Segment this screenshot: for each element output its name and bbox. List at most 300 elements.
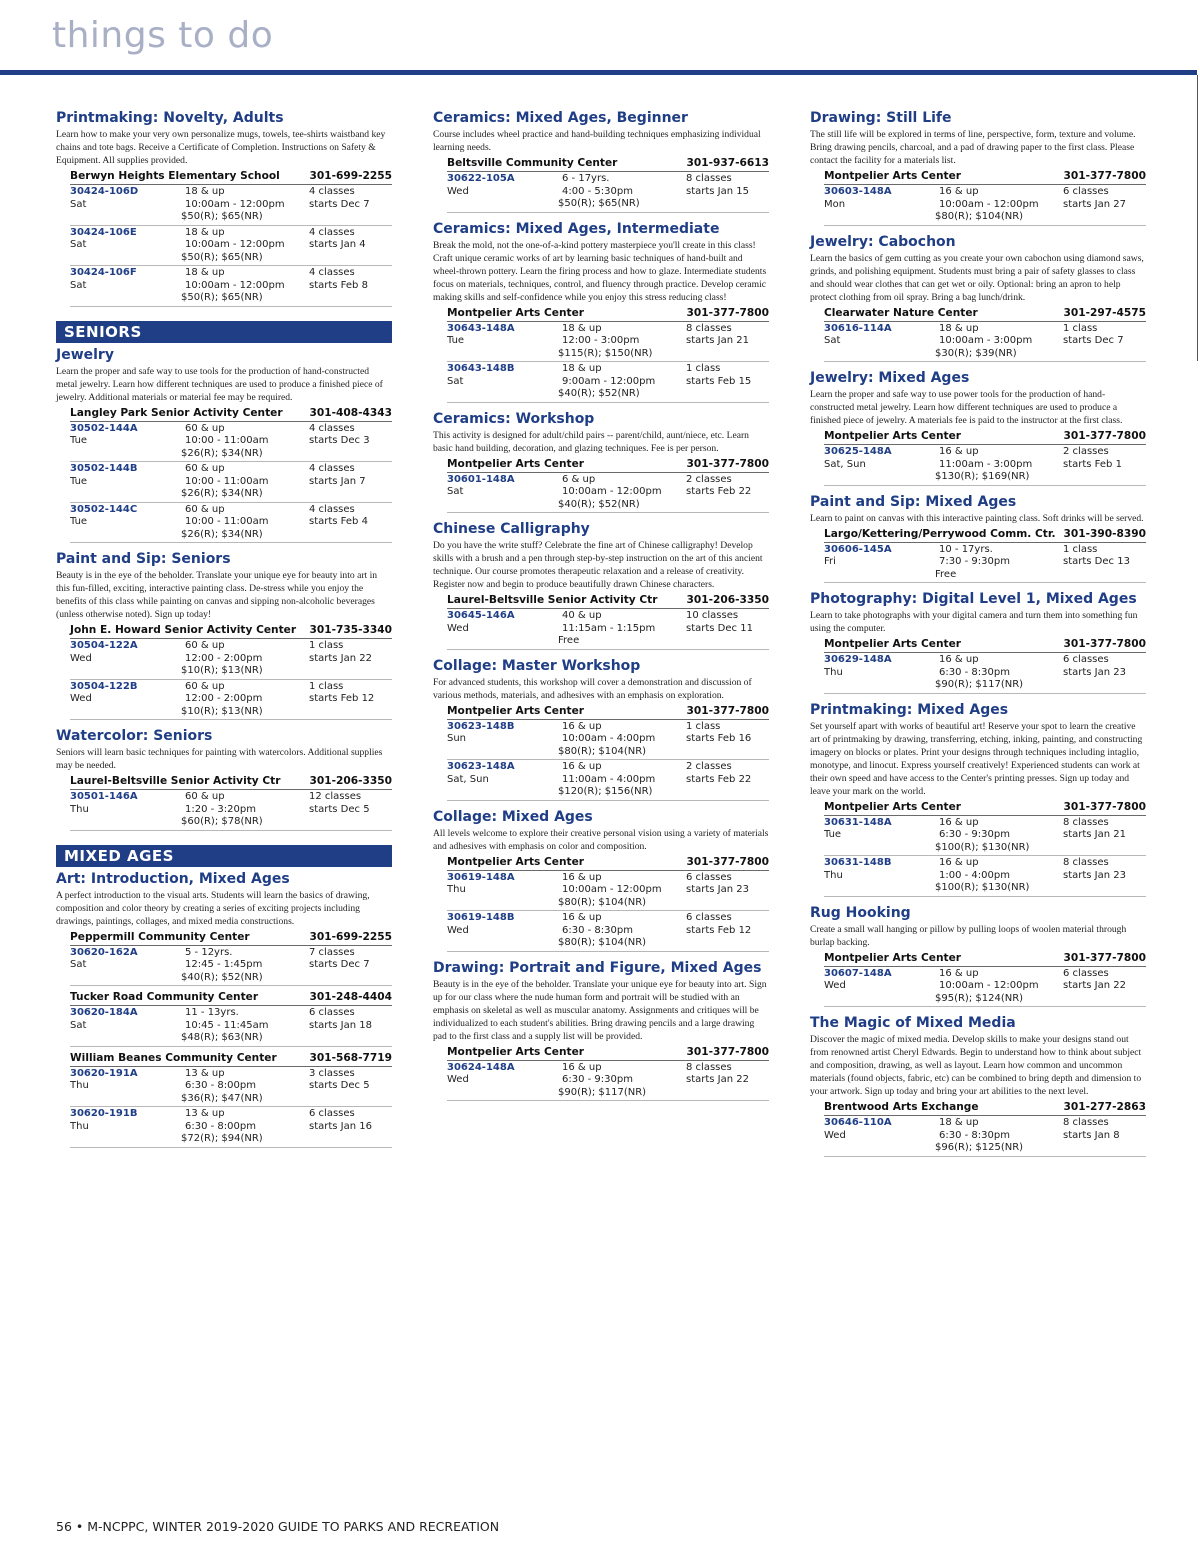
course-code: 30616-114A	[824, 322, 892, 334]
schedule	[447, 157, 769, 213]
session-row	[447, 362, 769, 403]
facility-group	[447, 307, 769, 403]
facility-group	[70, 407, 392, 544]
facility-name: Tucker Road Community Center	[70, 991, 259, 1003]
session-start: starts Dec 5	[309, 1080, 370, 1091]
session-age: 16 & up	[562, 720, 602, 732]
course-code: 30631-148B	[824, 857, 892, 868]
session-day: Tue	[70, 516, 88, 527]
session-age: 16 & up	[562, 761, 602, 772]
course-title: Paint and Sip: Mixed Ages	[810, 493, 1017, 510]
session-spacer	[447, 198, 562, 211]
course-code: 30424-106D	[70, 186, 139, 197]
facility-phone: 301-377-7800	[1063, 800, 1146, 813]
session-age: 16 & up	[939, 446, 979, 457]
session-start: starts Jan 27	[1063, 198, 1126, 210]
session-count: 12 classes	[309, 791, 362, 802]
session-count: 7 classes	[309, 946, 355, 958]
session-spacer	[70, 252, 185, 265]
schedule	[824, 952, 1146, 1008]
facility-row	[70, 624, 392, 639]
session-time: 12:00 - 2:00pm	[185, 652, 263, 664]
session-spacer	[70, 488, 185, 501]
session-day: Sat	[447, 486, 464, 497]
session-row	[70, 639, 392, 680]
session-day: Wed	[447, 622, 469, 634]
schedule	[70, 624, 392, 720]
session-spacer	[824, 569, 939, 582]
session-count: 1 class	[1063, 543, 1098, 555]
course-code: 30607-148A	[824, 967, 892, 979]
session-count: 2 classes	[1063, 446, 1109, 457]
schedule	[70, 775, 392, 831]
session-spacer	[70, 665, 185, 678]
facility-group	[824, 638, 1146, 694]
session-fee: $80(R); $104(NR)	[935, 211, 1024, 222]
session-count: 4 classes	[309, 267, 355, 278]
facility-row	[447, 1046, 769, 1061]
session-day: Wed	[447, 924, 469, 936]
facility-row	[447, 705, 769, 720]
facility-phone: 301-377-7800	[686, 704, 769, 717]
session-time: 10:00am - 12:00pm	[562, 486, 662, 497]
session-day: Tue	[824, 829, 842, 840]
course-listing	[433, 960, 769, 1102]
session-day: Sun	[447, 733, 467, 744]
session-spacer	[824, 211, 939, 224]
session-start: starts Dec 13	[1063, 556, 1130, 567]
section-header: SENIORS	[56, 321, 392, 343]
facility-row	[447, 307, 769, 322]
course-code: 30646-110A	[824, 1117, 892, 1128]
course-code: 30631-148A	[824, 816, 892, 828]
session-spacer	[70, 972, 185, 985]
facility-group	[824, 307, 1146, 363]
session-start: starts Jan 22	[686, 1074, 749, 1085]
session-start: starts Jan 23	[1063, 666, 1126, 678]
session-spacer	[447, 1087, 562, 1100]
schedule	[447, 705, 769, 801]
facility-group	[70, 170, 392, 307]
page-footer: 56 • M-NCPPC, WINTER 2019-2020 GUIDE TO PARKS AND RECREATION	[56, 1519, 500, 1534]
session-time: 11:15am - 1:15pm	[562, 622, 656, 634]
session-time: 6:30 - 8:30pm	[939, 666, 1010, 678]
course-listing	[433, 110, 769, 213]
session-time: 4:00 - 5:30pm	[562, 185, 633, 197]
session-day: Sat	[70, 279, 87, 291]
session-fee: $50(R); $65(NR)	[558, 198, 640, 209]
session-day: Thu	[824, 869, 843, 881]
session-fee: $100(R); $130(NR)	[935, 882, 1030, 893]
column-2	[433, 110, 769, 1109]
session-fee: $50(R); $65(NR)	[181, 292, 263, 303]
session-start: starts Jan 15	[686, 185, 749, 197]
session-spacer	[70, 1093, 185, 1106]
session-row	[70, 680, 392, 721]
session-spacer	[447, 897, 562, 910]
session-count: 6 classes	[686, 871, 732, 883]
session-spacer	[447, 937, 562, 950]
session-count: 8 classes	[686, 173, 732, 184]
facility-phone: 301-408-4343	[309, 406, 392, 419]
session-time: 6:30 - 9:30pm	[939, 829, 1010, 840]
course-title: Photography: Digital Level 1, Mixed Ages	[810, 591, 1137, 607]
facility-name: Montpelier Arts Center	[824, 170, 962, 182]
facility-group	[70, 775, 392, 831]
session-time: 10:00am - 12:00pm	[939, 980, 1039, 991]
session-start: starts Feb 12	[309, 693, 375, 704]
course-description: Learn to take photographs with your digital camera and turn them into something fun using the computer.	[810, 610, 1138, 634]
course-description: A perfect introduction to the visual arts. Students will learn the basics of drawing, composition and color theory by creating a series of exciting projects including drawings, paintings, collages, and mixed media constructions.	[56, 889, 370, 927]
facility-phone: 301-568-7719	[309, 1051, 392, 1064]
course-code: 30622-105A	[447, 173, 515, 184]
session-fee: $48(R); $63(NR)	[181, 1032, 263, 1043]
session-fee: $26(R); $34(NR)	[181, 528, 263, 540]
session-day: Sat	[70, 1019, 87, 1031]
session-fee: $80(R); $104(NR)	[558, 896, 647, 908]
session-count: 4 classes	[309, 422, 355, 434]
facility-group	[447, 458, 769, 514]
course-code: 30623-148B	[447, 720, 515, 732]
session-start: starts Feb 1	[1063, 458, 1122, 470]
session-start: starts Feb 22	[686, 486, 752, 497]
course-listing	[433, 809, 769, 952]
course-title: Jewelry	[56, 346, 114, 363]
session-row	[70, 790, 392, 831]
session-row	[447, 871, 769, 912]
course-listing	[810, 370, 1146, 486]
course-title: Jewelry: Mixed Ages	[810, 370, 970, 386]
session-age: 16 & up	[562, 912, 602, 923]
facility-group	[824, 430, 1146, 486]
session-fee: $95(R); $124(NR)	[935, 992, 1024, 1004]
facility-name: Beltsville Community Center	[447, 157, 618, 169]
course-title: Drawing: Still Life	[810, 110, 952, 126]
session-row	[824, 322, 1146, 363]
facility-group	[824, 528, 1146, 584]
facility-name: Berwyn Heights Elementary School	[70, 170, 280, 182]
schedule	[447, 1046, 769, 1102]
course-description: For advanced students, this workshop will cover a demonstration and discussion of various methods, materials, and adhesives with an emphasis on exploration.	[433, 676, 752, 701]
facility-row	[70, 1052, 392, 1067]
session-row	[70, 226, 392, 267]
session-row	[824, 543, 1146, 584]
session-row	[447, 473, 769, 514]
session-start: starts Jan 7	[309, 475, 366, 487]
session-row	[70, 503, 392, 544]
course-title: Ceramics: Workshop	[433, 410, 595, 427]
session-time: 6:30 - 8:00pm	[185, 1080, 256, 1091]
session-fee: $10(R); $13(NR)	[181, 665, 263, 676]
facility-name: Montpelier Arts Center	[447, 855, 585, 868]
course-code: 30623-148A	[447, 761, 515, 772]
session-fee: Free	[935, 568, 957, 580]
course-code: 30625-148A	[824, 446, 892, 457]
session-fee: $30(R); $39(NR)	[935, 347, 1017, 359]
session-time: 6:30 - 8:00pm	[185, 1120, 256, 1132]
session-age: 6 & up	[562, 473, 596, 485]
facility-row	[447, 157, 769, 172]
course-listing	[810, 905, 1146, 1008]
session-spacer	[70, 816, 185, 829]
session-spacer	[70, 448, 185, 461]
session-time: 10:00 - 11:00am	[185, 435, 269, 446]
session-row	[70, 422, 392, 463]
session-day: Sat	[70, 959, 87, 970]
session-time: 10:00am - 12:00pm	[939, 198, 1039, 210]
session-row	[447, 609, 769, 650]
facility-group	[447, 705, 769, 801]
session-age: 11 - 13yrs.	[185, 1007, 239, 1018]
session-time: 10:00am - 12:00pm	[185, 239, 285, 250]
session-count: 8 classes	[1063, 1117, 1109, 1128]
session-time: 12:45 - 1:45pm	[185, 959, 263, 970]
course-description: Seniors will learn basic techniques for painting with watercolors. Additional supplies may be needed.	[56, 747, 383, 771]
session-fee: $40(R); $52(NR)	[181, 971, 263, 983]
course-description: Beauty is in the eye of the beholder. Translate your unique eye for beauty into art in this fun-filled, exciting, interactive painting class. De-stress while you enjoy the benefits of this class while painting on canvas and sipping non-alcoholic beverages (unless otherwise noted). Sign up today!	[56, 570, 378, 620]
facility-name: Clearwater Nature Center	[824, 306, 978, 319]
schedule	[447, 458, 769, 514]
session-start: starts Jan 21	[1063, 829, 1126, 840]
schedule	[447, 594, 769, 650]
facility-row	[70, 170, 392, 185]
session-spacer	[824, 842, 939, 855]
session-spacer	[824, 882, 939, 895]
course-listing	[810, 591, 1146, 694]
session-time: 11:00am - 4:00pm	[562, 773, 656, 785]
session-spacer	[447, 786, 562, 799]
course-description: Learn the proper and safe way to use tools for the production of hand-constructed metal jewelry. Learn how different techniques are used to produce a finished piece of jewelry. Additional materials or material fee may be required.	[56, 365, 383, 403]
session-start: starts Jan 16	[309, 1120, 372, 1132]
session-time: 12:00 - 2:00pm	[185, 693, 263, 704]
course-title: Printmaking: Mixed Ages	[810, 701, 1009, 718]
facility-row	[824, 430, 1146, 445]
session-start: starts Feb 15	[686, 375, 752, 387]
session-count: 4 classes	[309, 226, 355, 238]
session-start: starts Jan 23	[1063, 869, 1126, 881]
course-description: Set yourself apart with works of beautiful art! Reserve your spot to learn the creative art of printmaking by drawing, transferring, etching, inking, painting, and constructing imagery on blocks or plates. Print your designs through techniques including intaglio, monotype, and linocut. Express yourself creatively! Experienced students can work at their own speed and have access to the Center's printing presses. Sign up today and leave your mark on the world.	[810, 720, 1143, 797]
course-listing	[810, 1015, 1146, 1157]
session-day: Mon	[824, 198, 846, 210]
facility-name: Laurel-Beltsville Senior Activity Ctr	[70, 775, 281, 787]
course-listing	[56, 728, 392, 831]
session-day: Sat, Sun	[447, 773, 489, 785]
course-code: 30502-144B	[70, 463, 138, 474]
session-row	[70, 266, 392, 307]
session-count: 6 classes	[1063, 186, 1109, 197]
session-age: 16 & up	[939, 816, 979, 828]
course-listing	[433, 658, 769, 801]
facility-name: Montpelier Arts Center	[447, 704, 585, 717]
facility-phone: 301-937-6613	[686, 157, 769, 169]
schedule	[824, 801, 1146, 897]
session-start: starts Jan 8	[1063, 1129, 1120, 1141]
session-count: 2 classes	[686, 473, 732, 485]
session-day: Tue	[447, 335, 465, 346]
session-fee: $60(R); $78(NR)	[181, 816, 263, 827]
course-listing	[810, 110, 1146, 226]
facility-phone: 301-699-2255	[309, 930, 392, 943]
facility-phone: 301-377-7800	[1063, 951, 1146, 964]
course-code: 30504-122B	[70, 680, 138, 692]
facility-group	[70, 991, 392, 1047]
facility-name: Montpelier Arts Center	[824, 951, 962, 964]
facility-row	[70, 775, 392, 790]
facility-group	[824, 170, 1146, 226]
session-start: starts Jan 4	[309, 239, 366, 250]
session-time: 12:00 - 3:00pm	[562, 335, 640, 346]
schedule	[824, 307, 1146, 363]
session-fee: $80(R); $104(NR)	[558, 745, 647, 757]
session-spacer	[447, 388, 562, 401]
session-age: 60 & up	[185, 640, 225, 651]
session-row	[824, 1116, 1146, 1157]
session-fee: $120(R); $156(NR)	[558, 786, 653, 797]
facility-name: Montpelier Arts Center	[447, 457, 585, 470]
facility-phone: 301-377-7800	[686, 1045, 769, 1058]
session-row	[70, 1006, 392, 1047]
session-time: 10:00am - 3:00pm	[939, 335, 1033, 346]
session-age: 13 & up	[185, 1067, 225, 1079]
session-day: Fri	[824, 556, 836, 567]
session-age: 60 & up	[185, 503, 225, 515]
session-day: Thu	[70, 803, 89, 815]
session-time: 6:30 - 8:30pm	[939, 1129, 1010, 1141]
course-code: 30643-148A	[447, 322, 515, 334]
course-code: 30620-191A	[70, 1067, 138, 1079]
session-day: Sat	[70, 198, 87, 210]
page-edge-divider	[1197, 75, 1198, 361]
facility-row	[70, 407, 392, 422]
course-code: 30624-148A	[447, 1061, 515, 1073]
session-fee: $50(R); $65(NR)	[181, 211, 263, 222]
session-age: 18 & up	[939, 322, 979, 334]
facility-group	[70, 931, 392, 987]
facility-group	[824, 801, 1146, 897]
course-title: Printmaking: Novelty, Adults	[56, 110, 284, 126]
facility-group	[447, 157, 769, 213]
session-time: 10:00am - 12:00pm	[185, 198, 285, 210]
session-count: 1 class	[1063, 322, 1098, 334]
course-description: Create a small wall hanging or pillow by pulling loops of woolen material through burlap backing.	[810, 923, 1127, 948]
session-count: 8 classes	[1063, 857, 1109, 868]
facility-name: Largo/Kettering/Perrywood Comm. Ctr.	[824, 527, 1056, 540]
session-row	[70, 1067, 392, 1108]
course-description: This activity is designed for adult/child pairs -- parent/child, aunt/niece, etc. Learn basic hand building, decoration, and glazing techniques. Fee is per person.	[433, 429, 749, 454]
facility-row	[824, 307, 1146, 322]
session-day: Tue	[70, 435, 88, 446]
session-day: Wed	[447, 1074, 469, 1085]
course-listing	[56, 551, 392, 720]
course-description: Learn the proper and safe way to use power tools for the production of hand-constructed metal jewelry. Learn how different techniques are used to produce a finished piece of jewelry. A materials fee is paid to the instructor at the first class.	[810, 389, 1123, 426]
facility-name: John E. Howard Senior Activity Center	[70, 624, 297, 636]
session-day: Wed	[447, 185, 469, 197]
facility-name: Montpelier Arts Center	[447, 1045, 585, 1058]
session-age: 18 & up	[562, 322, 602, 334]
facility-name: Brentwood Arts Exchange	[824, 1101, 979, 1113]
facility-phone: 301-377-7800	[1063, 638, 1146, 650]
session-time: 6:30 - 8:30pm	[562, 924, 633, 936]
session-row	[70, 1107, 392, 1148]
facility-row	[824, 1101, 1146, 1116]
session-age: 18 & up	[185, 226, 225, 238]
session-start: starts Feb 16	[686, 733, 752, 744]
session-age: 60 & up	[185, 791, 225, 802]
session-time: 10:00am - 12:00pm	[185, 279, 285, 291]
session-age: 13 & up	[185, 1108, 225, 1119]
session-start: starts Feb 22	[686, 773, 752, 785]
course-description: Discover the magic of mixed media. Develop skills to make your designs stand out from renowned artist Cheryl Edwards. Begin to understand how to think about subject and composition, drawing, as well as layout. Learn how common and uncommon materials (found objects, fabric, etc) can be combined to bring depth and dimension to your artwork. Sign up today and bring your art abilities to the next level.	[810, 1034, 1142, 1097]
session-age: 40 & up	[562, 610, 602, 621]
page-title: things to do	[52, 15, 274, 56]
course-code: 30501-146A	[70, 791, 138, 802]
course-description: Learn how to make your very own personalize mugs, towels, tee-shirts waistband key chains and tote bags. Receive a Certificate of Completion. Instructions on Safety & Equipment. All supplies provided.	[56, 129, 386, 166]
course-code: 30619-148A	[447, 871, 515, 883]
session-day: Sat, Sun	[824, 458, 866, 470]
course-code: 30620-191B	[70, 1108, 138, 1119]
session-spacer	[70, 529, 185, 542]
course-code: 30606-145A	[824, 543, 892, 555]
session-spacer	[824, 679, 939, 692]
facility-row	[824, 638, 1146, 653]
session-time: 1:20 - 3:20pm	[185, 803, 256, 815]
facility-phone: 301-377-7800	[686, 855, 769, 868]
course-title: The Magic of Mixed Media	[810, 1015, 1016, 1031]
course-description: Course includes wheel practice and hand-building techniques emphasizing individual learning needs.	[433, 129, 761, 153]
course-title: Drawing: Portrait and Figure, Mixed Ages	[433, 959, 762, 976]
session-start: starts Dec 3	[309, 435, 370, 446]
session-row	[447, 720, 769, 761]
session-row	[447, 911, 769, 952]
course-listing	[433, 221, 769, 403]
schedule	[70, 931, 392, 1148]
session-start: starts Dec 11	[686, 622, 753, 634]
session-time: 9:00am - 12:00pm	[562, 375, 656, 387]
course-code: 30619-148B	[447, 912, 515, 923]
facility-group	[447, 1046, 769, 1102]
session-row	[824, 856, 1146, 897]
session-count: 4 classes	[309, 463, 355, 474]
course-title: Jewelry: Cabochon	[810, 233, 956, 250]
session-fee: $90(R); $117(NR)	[935, 679, 1024, 690]
session-fee: $96(R); $125(NR)	[935, 1142, 1024, 1153]
session-fee: $50(R); $65(NR)	[181, 251, 263, 263]
session-age: 16 & up	[562, 1061, 602, 1073]
session-row	[824, 445, 1146, 486]
course-code: 30620-162A	[70, 946, 138, 958]
session-start: starts Dec 5	[309, 803, 370, 815]
session-start: starts Jan 21	[686, 335, 749, 346]
facility-phone: 301-699-2255	[309, 170, 392, 182]
session-spacer	[70, 211, 185, 224]
session-fee: $100(R); $130(NR)	[935, 841, 1030, 853]
session-day: Sat	[447, 375, 464, 387]
facility-row	[447, 856, 769, 871]
session-row	[447, 322, 769, 363]
course-listing	[810, 234, 1146, 363]
session-age: 5 - 12yrs.	[185, 946, 233, 958]
facility-phone: 301-377-7800	[686, 306, 769, 319]
session-start: starts Dec 7	[309, 198, 370, 210]
session-count: 1 class	[309, 680, 344, 692]
session-count: 3 classes	[309, 1067, 355, 1079]
course-code: 30645-146A	[447, 610, 515, 621]
course-title: Paint and Sip: Seniors	[56, 551, 231, 567]
session-spacer	[447, 348, 562, 361]
session-fee: $90(R); $117(NR)	[558, 1086, 647, 1098]
facility-phone: 301-277-2863	[1063, 1101, 1146, 1113]
session-count: 4 classes	[309, 186, 355, 197]
